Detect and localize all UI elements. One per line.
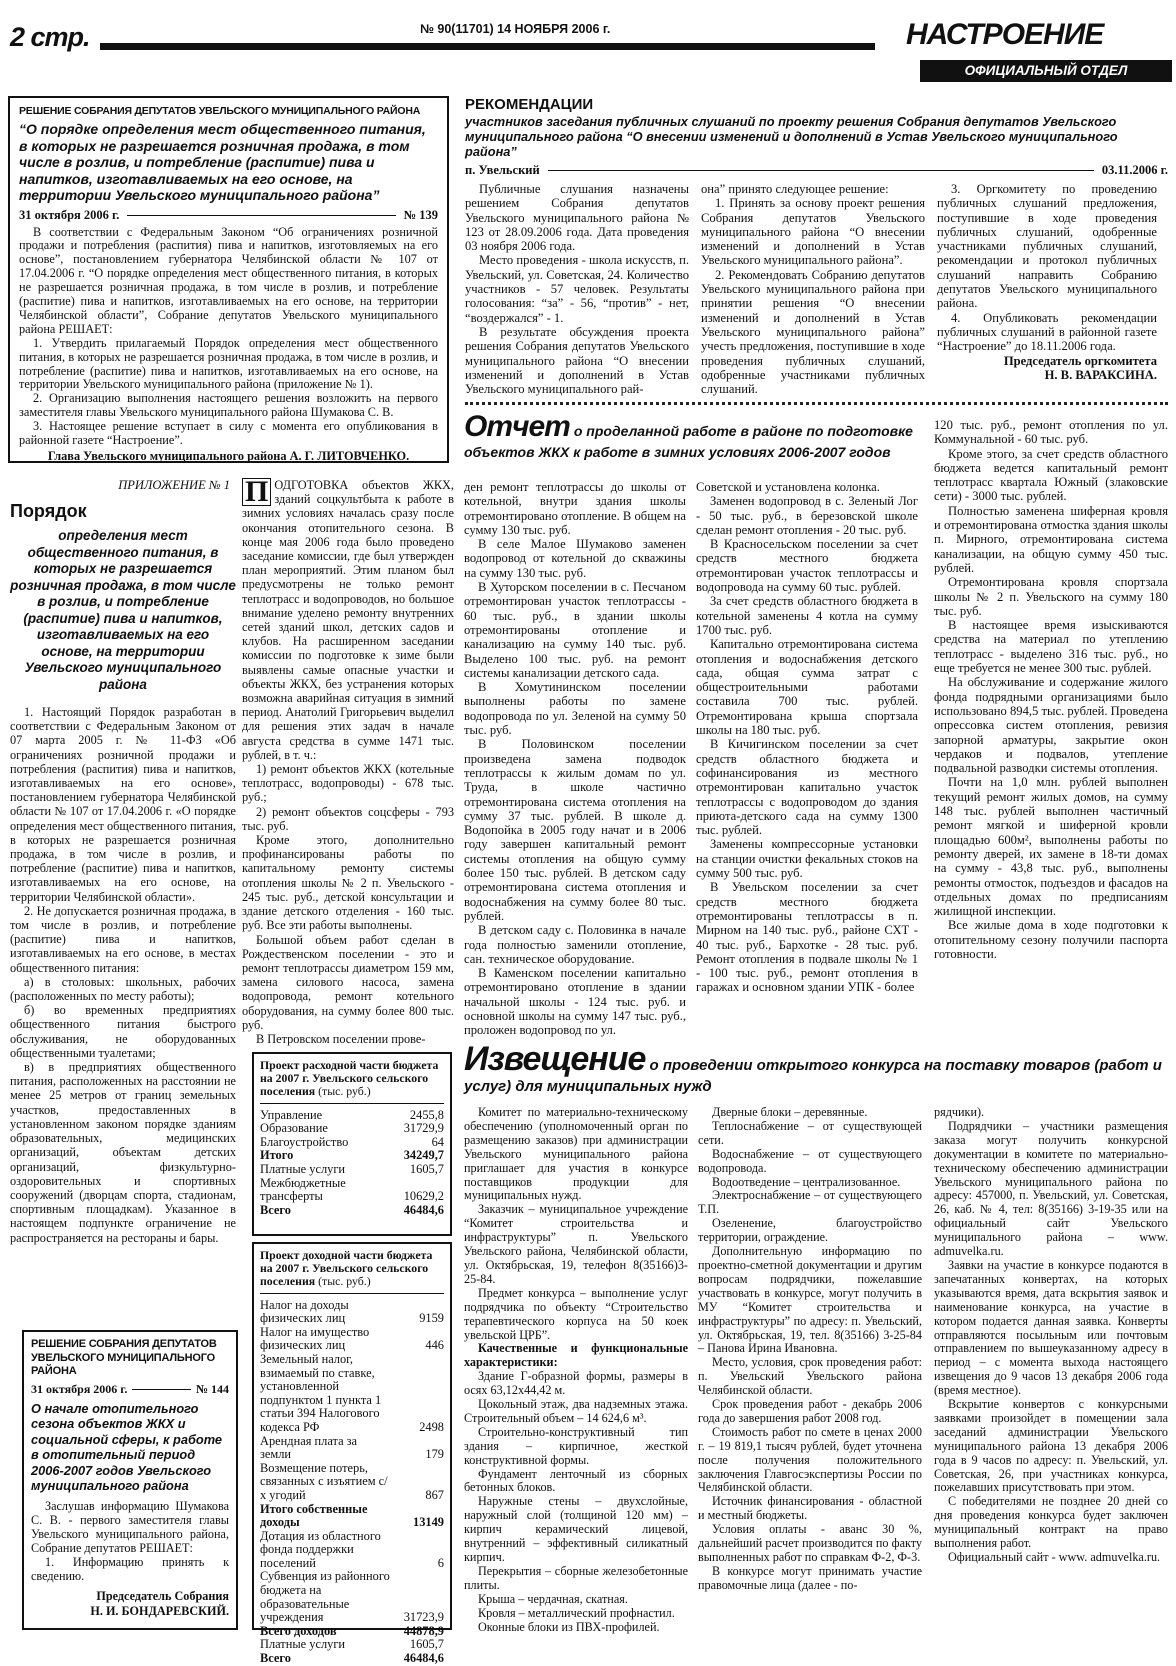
table-title xyxy=(260,1249,444,1289)
row-value: 9159 xyxy=(419,1311,444,1326)
table-row xyxy=(260,1625,444,1639)
paragraph: В конкурсе могут принимать участие правомочные лица (далее - по- xyxy=(698,1563,922,1592)
paragraph: Почти на 1,0 млн. рублей выполнен текущий ремонт жилых домов, на сумму 148 тыс. рублей выполнен частичный ремонт мягкой и шиферной кровли площадью 600м², выполнены работы по ремонту дверей, их замене в 18-ти домах на сумму - 43,8 тыс. руб., выполнены ремонты отмосток, подъездов и фасадов на отдельных домах по предписаниям жилищной инспекции. xyxy=(934,775,1168,919)
row-value: 34249,7 xyxy=(403,1148,444,1163)
table-row xyxy=(260,1570,444,1624)
paragraph: Официальный сайт - www. admuvelka.ru. xyxy=(948,1550,1161,1564)
paragraph: Кровля – металлический профнастил. xyxy=(478,1605,675,1620)
paragraph: она” принято следующее решение: xyxy=(701,182,889,196)
paragraph: Заменены компрессорные установки на станции очистки фекальных стоков на сумму 500 тыс. руб. xyxy=(696,837,918,881)
row-label: Налог на имущество физических лиц xyxy=(260,1324,370,1353)
paragraph: 2. Не допускается розничная продажа, в том числе в розлив, и потребление (распитие) пива и напитков, изготавливаемых на его основе, в местах общественного питания: xyxy=(10,903,236,975)
paragraph-text: ОДГОТОВКА объектов ЖКХ, зданий соцкультбыта к работе в зимних условиях началась сразу после окончания отопительного сезона. В конце мая 2006 года было проведено заседание комиссии, где был утвержден план мероприятий. Этим планом был предусмотрены не только ремонт теплотрасс и водопроводов, но большое внимание уделено ремонту внутренних сетей зданий школ, детских садов и клубов. На расширенном заседании комиссии по подготовке к зиме были выявлены самые опасные участки и объекты ЖКХ, без устранения которых возможна аварийная ситуация в зимний период. Анатолий Григорьевич выделил для решения этих задач в начале августа средства в сумме 1471 тыс. рублей, в т. ч.: xyxy=(242,478,454,762)
table-row xyxy=(260,1503,444,1530)
row-value: 179 xyxy=(425,1447,444,1462)
dateline-rule xyxy=(132,1389,191,1390)
table-row xyxy=(260,1163,444,1177)
row-label: Благоустройство xyxy=(260,1134,349,1149)
row-label: Межбюджетные трансферты xyxy=(260,1175,346,1204)
paragraph: 120 тыс. руб., ремонт отопления по ул. Коммунальной - 60 тыс. руб. xyxy=(934,418,1168,447)
row-label: Итого собственные доходы xyxy=(260,1501,368,1530)
appendix-label: ПРИЛОЖЕНИЕ № 1 xyxy=(118,478,230,492)
table-row xyxy=(260,1435,444,1462)
table-row xyxy=(260,1136,444,1150)
paragraph: Водоотведение – централизованное. xyxy=(712,1174,901,1189)
preparation-body xyxy=(242,475,454,1046)
paragraph: Озеленение, благоустройство территории, ограждение. xyxy=(698,1216,922,1245)
table-unit: (тыс. руб.) xyxy=(318,1274,371,1289)
decision-body xyxy=(19,226,438,449)
paragraph: Советской и установлена колонка. xyxy=(696,480,880,494)
paragraph: Перекрытия – сборные железобетонные плиты. xyxy=(464,1563,688,1592)
paragraph: 1. Настоящий Порядок разработан в соответствии с Федеральным Законом от 07 марта 2005 г. № 11-ФЗ «Об ограничениях розничной продажи и потребления (распития) пива и напитков, изготавливаемых на его основе», постановлением губернатора Челябинской области № 107 от 17.04.2006 г. «О порядке определения мест общественного питания, в которых не разрешается розничная продажа, в том числе в розлив, и потребление (распитие) пива и напитков, изготавливаемых на его основе, на территории Челябинской области». xyxy=(10,705,236,904)
signature-name: Н. В. ВАРАКСИНА. xyxy=(1044,367,1157,382)
paragraph: 3. Настоящее решение вступает в силу с момента его опубликования в районной газете “Настроение”. xyxy=(19,419,438,448)
paragraph: В соответствии с Федеральным Законом “Об ограничениях розничной продажи и потребления (распития) пива и напитков, изготовляемых на его основе”, постановлением губернатора Челябинской области № 107 от 17.04.2006 г. “О порядке определения мест общественного питания, в которых не разрешается розничная продажа, в том числе в розлив, и потребление (распитие) пива и напитков, изготавливаемых на его основе, на территории Челябинской области”, Собрание депутатов Увельского муниципального района РЕШАЕТ: xyxy=(19,224,438,336)
row-value: 46484,6 xyxy=(403,1202,444,1217)
report-title: Отчет xyxy=(464,410,570,443)
paragraph: Дверные блоки – деревянные. xyxy=(712,1105,868,1119)
decision-dateline xyxy=(31,1382,229,1397)
decision-139-box xyxy=(8,96,449,463)
paragraph: Капитально отремонтирована система отопления и водоснабжения детского сада, общая сумма затрат с общестроительными работами составила 700 тыс. рублей. Отремонтирована крыша спортзала школы на 180 тыс. руб. xyxy=(696,637,918,738)
masthead xyxy=(0,0,1176,86)
row-label: Управление xyxy=(260,1107,323,1122)
paragraph: в) в предприятиях общественного питания, расположенных на расстоянии не менее 25 метров от границ земельных участков, предоставленных в установленном законом порядке зданиям образовательных, медицинских организаций, объектам детских организаций, физкультурно-оздоровительных и спортивных сооружений (дворцам спорта, стадионам, спортивным площадкам). Указанное в настоящем подпункте ограничение не распространяется на рестораны и бары. xyxy=(10,1060,236,1245)
table-row xyxy=(260,1122,444,1136)
paragraph: Вскрытие конвертов с конкурсными заявками произойдет в помещении зала заседаний администрации Увельского муниципального района 13 декабря 2006 года в 9 часов по адресу: п. Увельский, ул. Советская, 26, при участниках конкурса, пожелавших присутствовать при этом. xyxy=(934,1397,1168,1495)
row-value: 446 xyxy=(425,1338,444,1353)
decision-kicker: РЕШЕНИЕ СОБРАНИЯ ДЕПУТАТОВ УВЕЛЬСКОГО МУНИЦИПАЛЬНОГО РАЙОНА xyxy=(31,1338,217,1377)
recommendations-date: 03.11.2006 г. xyxy=(1101,163,1168,177)
paragraph: Оконные блоки из ПВХ-профилей. xyxy=(478,1619,660,1634)
notice-title: Извещение xyxy=(464,1040,646,1078)
paragraph: В Кичигинском поселении за счет средств областного бюджета и софинансирования из местного отремонтирован капитально участок теплотрассы с водопроводом до здания приюта-детского сада на сумму 1300 тыс. рублей. xyxy=(696,737,918,838)
paragraph: 2. Рекомендовать Собранию депутатов Увельского муниципального района при принятии решения “О внесении изменений и дополнений в Устав Увельского муниципального района” учесть предложения, поступившие в ходе проведения публичных слушаний, одобренные участниками публичных слушаний. xyxy=(701,267,925,397)
recommendations-subtitle: участников заседания публичных слушаний по проекту решения Собрания депутатов Увельского муниципального района “О внесении изменений и дополнений в Устав Увельского муниципального района” xyxy=(465,114,1118,159)
recommendations-title: РЕКОМЕНДАЦИИ xyxy=(465,96,594,113)
report-section xyxy=(464,410,1170,1040)
paragraph: В результате обсуждения проекта решения Собрания депутатов Увельского муниципального района “О внесении изменений и дополнений в Устав Увельского муниципального рай- xyxy=(465,324,689,397)
row-label: Всего xyxy=(260,1202,291,1217)
column xyxy=(465,182,689,396)
paragraph: ден ремонт теплотрассы до школы от котельной, внутри здания школы отремонтировано отопление. В общем на сумму 130 тыс. руб. xyxy=(464,480,686,537)
table-row xyxy=(260,1462,444,1503)
signature-name: Н. И. БОНДАРЕВСКИЙ. xyxy=(90,1603,229,1618)
paragraph: Подрядчики – участники размещения заказа могут получить конкурсной документации в комитете по материально-техническому обеспечению администрации Увельского муниципального района по адресу: 457000, п. Увельский, ул. Советская, 26, каб. № 4, тел: 8(35166) 3-19-35 или на официальный сайт Увельского муниципального района – www. admuvelka.ru. xyxy=(934,1118,1168,1259)
row-value: 13149 xyxy=(413,1515,444,1530)
decision-title: О начале отопительного сезона объектов ЖКХ и социальной сферы, к работе в отопительный период 2006-2007 годов Увельского муниципального района xyxy=(31,1400,223,1493)
paragraph: С победителями не позднее 20 дней со дня проведения конкурса будет заключен муниципальный контракт на право выполнения работ. xyxy=(934,1494,1168,1551)
notice-column-2 xyxy=(698,1106,922,1636)
paragraph: В Половинском поселении произведена замена подводок теплотрассы к жилым домам по ул. Труда, в школе частично отремонтирована система отопления на сумму 37 тыс. рублей. В школе д. Водопойка в 2005 году начат и в 2006 году завершен капитальный ремонт системы отопления на общую сумму более 150 тыс. рублей. В детском саду отремонтирована система отопления и водоснабжения на сумму более 80 тыс. рублей. xyxy=(464,737,686,923)
paragraph: 1. Утвердить прилагаемый Порядок определения мест общественного питания, в которых не разрешается розничная продажа, в том числе в розлив, и потребление (распитие) пива и напитков, изготавливаемых на его основе, на территории Увельского муниципального района (приложение № 1). xyxy=(19,335,438,392)
table-row xyxy=(260,1353,444,1435)
row-value: 44878,9 xyxy=(403,1623,444,1638)
paragraph: Кроме этого, за счет средств областного бюджета ведется капитальный ремонт теплотрасс квартала Южный (злаковские сети) - 3000 тыс. рублей. xyxy=(934,446,1168,504)
paragraph: Заявки на участие в конкурсе подаются в запечатанных конвертах, на которых указываются время, дата вскрытия заявок и наименование конкурса, на участие в котором подается данная заявка. Конверты отправляются посыльным или почтовым отправлением по вышеуказанному адресу в период – с момента выхода настоящего извещения до 9 часов 13 декабря 2006 года (время местное). xyxy=(934,1257,1168,1398)
decision-number: № 139 xyxy=(403,207,438,222)
paragraph: Здание Г-образной формы, размеры в осях 63,12х44,42 м. xyxy=(464,1369,688,1398)
paragraph: Фундамент ленточный из сборных бетонных блоков. xyxy=(464,1466,688,1495)
paragraph: Место проведения - школа искусств, п. Увельский, ул. Советская, 24. Количество участников - 57 человек. Результаты голосования: “за” - 56, “против” - нет, “воздержался” - 1. xyxy=(465,253,689,325)
paragraph: Публичные слушания назначены решением Собрания депутатов Увельского муниципального района № 123 от 28.09.2006 года. Дата проведения 03 ноября 2006 года. xyxy=(465,182,689,254)
paragraph: На обслуживание и содержание жилого фонда подрядными организациями было использовано 894,5 тыс. рублей. Проведена опрессовка систем отопления, ревизия запорной арматуры, закрытие окон чердаков и подвалов, утепление подвальной разводки системы отопления. xyxy=(934,675,1168,776)
table-divider xyxy=(260,1103,444,1104)
recommendations-dateline xyxy=(465,163,1168,178)
paragraph: Условия оплаты - аванс 30 %, дальнейший расчет производится по факту выполненных работ по справкам Ф-2, Ф-3. xyxy=(698,1522,922,1564)
row-value: 1605,7 xyxy=(409,1161,444,1176)
table-title-text: Проект доходной части бюджета на 2007 г. Увельского сельского поселения xyxy=(260,1248,433,1289)
row-label: Всего доходов xyxy=(260,1623,337,1638)
paragraph: Стоимость работ по смете в ценах 2000 г. – 19 819,1 тысяч рублей, будет уточнена после получения положительного заключения Главгосэкспертизы России по Челябинской области. xyxy=(698,1424,922,1495)
paragraph: Все жилые дома в ходе подготовки к отопительному сезону получили паспорта готовности. xyxy=(934,918,1168,961)
decision-body xyxy=(31,1499,229,1583)
column xyxy=(701,182,925,396)
paragraph: Комитет по материально-техническому обеспечению (уполномоченный орган по размещению заказов) при администрации Увельского муниципального района приглашает для участия в конкурсе поставщиков продукции для муниципальных нужд. xyxy=(464,1105,688,1203)
paragraph: рядчики). xyxy=(934,1105,985,1119)
report-column-1 xyxy=(464,480,686,1040)
paragraph: Заказчик – муниципальное учреждение “Комитет строительства и инфраструктуры” п. Увельского Увельского района, Челябинской области, ул. Октябрьская, 19, телефон 8(35166)3-25-84. xyxy=(464,1202,688,1286)
table-row xyxy=(260,1177,444,1204)
paragraph: Теплоснабжение – от существующей сети. xyxy=(698,1118,922,1147)
row-value: 31729,9 xyxy=(403,1121,444,1136)
paragraph: В селе Малое Шумаково заменен водопровод от котельной до скважины на сумму 130 тыс. руб. xyxy=(464,537,686,580)
table-row xyxy=(260,1326,444,1353)
paragraph: Цокольный этаж, два надземных этажа. Строительный объем – 14 624,6 м³. xyxy=(464,1397,688,1425)
decision-kicker: РЕШЕНИЕ СОБРАНИЯ ДЕПУТАТОВ УВЕЛЬСКОГО МУНИЦИПАЛЬНОГО РАЙОНА xyxy=(19,105,421,117)
masthead-bar xyxy=(100,43,875,50)
page-number: 2 стр. xyxy=(10,22,90,52)
paragraph: Полностью заменена шиферная кровля и отремонтирована отмостка здания школы п. Мирного, отремонтирована система канализации, на общую сумму 450 тыс. рублей. xyxy=(934,503,1168,575)
decision-number: № 144 xyxy=(195,1381,229,1396)
budget-income-table xyxy=(252,1242,452,1666)
paragraph: 1) ремонт объектов ЖКХ (котельные теплотрасс, водопроводы) - 678 тыс. руб.; xyxy=(242,762,454,805)
row-value: 46484,6 xyxy=(403,1651,444,1666)
recommendations-place: п. Увельский xyxy=(465,163,540,177)
row-label: Возмещение потерь, связанных с изъятием с/х угодий xyxy=(260,1460,388,1502)
paragraph: За счет средств областного бюджета в котельной заменены 4 котла на сумму 1700 тыс. руб. xyxy=(696,594,918,637)
report-column-3 xyxy=(934,418,1168,1040)
appendix-subtitle: определения мест общественного питания, в которых не разрешается розничная продажа, в том числе в розлив, и потребление (распитие) пива и напитков, изготавливаемых на его основе, на территории Увельского муниципального района xyxy=(10,528,236,692)
table-row xyxy=(260,1652,444,1666)
table-row xyxy=(260,1109,444,1123)
row-value: 1605,7 xyxy=(409,1637,444,1652)
notice-subtitle: о проведении открытого конкурса на поставку товаров (работ и услуг) для муниципальных нужд xyxy=(464,1057,1162,1095)
paragraph: Строительно-конструктивный тип здания – кирпичное, жесткой конструктивной формы. xyxy=(464,1424,688,1467)
paragraph: Кроме этого, дополнительно профинансированы работы по капитальному ремонту системы отопления школы № 2 п. Увельского - 245 тыс. руб., детской консультации и здание детского отделения - 160 тыс. руб. Все эти работы выполнены. xyxy=(242,833,454,933)
dateline-rule xyxy=(127,215,395,216)
issue-info: № 90(11701) 14 НОЯБРЯ 2006 г. xyxy=(420,22,611,36)
row-label: Итого xyxy=(260,1148,294,1163)
paragraph: Наружные стены – двухслойные, наружный слой (толщиной 120 мм) – кирпич керамический лицевой, внутренний – эффективный силикатный кирпич. xyxy=(464,1494,688,1564)
row-value: 2498 xyxy=(419,1419,444,1434)
paragraph: Крыша – чердачная, скатная. xyxy=(478,1591,628,1606)
decision-signature: Глава Увельского муниципального района А. Г. ЛИТОВЧЕНКО. xyxy=(47,449,410,463)
decision-144-box xyxy=(22,1330,238,1630)
row-label: Субвенция из районного бюджета на образовательные учреждения xyxy=(260,1569,390,1625)
recommendations-columns xyxy=(465,182,1168,396)
paragraph: 1. Принять за основу проект решения Собрания депутатов Увельского муниципального района “О внесении изменений и дополнений в Устав Увельского муниципального района”. xyxy=(701,196,925,268)
paragraph: Источник финансирования - областной и местный бюджеты. xyxy=(698,1494,922,1523)
notice-column-1 xyxy=(464,1106,688,1636)
paragraph: В детском саду с. Половинка в начале года полностью заменили отопление, сан. техническое оборудование. xyxy=(464,923,686,966)
row-label: Арендная плата за земли xyxy=(260,1433,358,1462)
row-label: Образование xyxy=(260,1121,328,1136)
decision-title: “О порядке определения мест общественного питания, в которых не разрешается розничная продажа, в том числе в розлив, и потребление (распитие) пива и напитков, изготавливаемых на его основе, на территории Увельского муниципального района” xyxy=(19,121,426,203)
row-value: 2455,8 xyxy=(409,1107,444,1122)
paragraph: Срок проведения работ - декабрь 2006 года до завершения работ 2008 год. xyxy=(698,1397,922,1425)
table-title xyxy=(260,1059,444,1099)
row-value: 10629,2 xyxy=(403,1189,444,1204)
paragraph: б) во временных предприятиях общественного питания быстрого обслуживания, не оборудованных общественными туалетами; xyxy=(10,1003,236,1060)
row-value: 64 xyxy=(431,1134,444,1149)
paragraph: Заслушав информацию Шумакова С. В. - первого заместителя главы Увельского муниципального района, Собрание депутатов РЕШАЕТ: xyxy=(31,1498,229,1555)
table-body xyxy=(260,1109,444,1218)
row-value: 867 xyxy=(425,1487,444,1502)
appendix-body xyxy=(10,705,236,1245)
dateline-rule xyxy=(548,170,1094,171)
row-value: 31723,9 xyxy=(403,1610,444,1625)
paragraph: Электроснабжение – от существующего Т.П. xyxy=(698,1188,922,1217)
table-body xyxy=(260,1299,444,1666)
paragraph: В настоящее время изыскиваются средства на материал по утеплению теплотрасс - выделено 316 тыс. руб., но еще требуется не менее 300 тыс. рублей. xyxy=(934,618,1168,676)
notice-column-3 xyxy=(934,1106,1168,1636)
table-row xyxy=(260,1530,444,1571)
row-value: 6 xyxy=(437,1555,444,1570)
row-label: Налог на доходы физических лиц xyxy=(260,1297,349,1326)
decision-dateline xyxy=(19,208,438,223)
paragraph: Заменен водопровод в с. Зеленый Лог - 50 тыс. руб., в березовской школе сделан ремонт отопления - 20 тыс. руб. xyxy=(696,494,918,537)
table-unit: (тыс. руб.) xyxy=(318,1084,371,1099)
preparation-column xyxy=(242,475,454,1046)
row-label: Платные услуги xyxy=(260,1161,346,1176)
table-row xyxy=(260,1149,444,1163)
budget-expense-table xyxy=(252,1052,452,1236)
paragraph: 1. Информацию принять к сведению. xyxy=(31,1554,229,1583)
paragraph: 4. Опубликовать рекомендации публичных слушаний в районной газете “Настроение” до 18.11.2006 года. xyxy=(937,310,1157,354)
table-divider xyxy=(260,1293,444,1294)
paragraph: В Увельском поселении за счет средств местного бюджета отремонтированы теплотрассы в п. Мирном на 140 тыс. руб., районе СХТ - 40 тыс. руб., Бархотке - 28 тыс. руб. Ремонт отопления в подвале школы № 1 - 100 тыс. руб., ремонт отопления в гаражах и основном здании УПК - более xyxy=(696,880,918,995)
paragraph: 2. Организацию выполнения настоящего решения возложить на первого заместителя главы Увельского муниципального района Шумакова С. В. xyxy=(19,391,438,420)
paragraph: В Каменском поселении капитально отремонтировано отопление в здании начальной школы - 124 тыс. руб. и основной школы на сумму 147 тыс. руб., проложен водопровод по ул. xyxy=(464,966,686,1038)
signature-line: Председатель Собрания xyxy=(96,1588,229,1603)
table-row xyxy=(260,1299,444,1326)
recommendations-section xyxy=(465,96,1168,397)
appendix-title: Порядок xyxy=(10,501,87,521)
signature-line: Председатель оргкомитета xyxy=(1003,353,1157,368)
row-label: Платные услуги xyxy=(260,1637,346,1652)
column xyxy=(937,182,1157,396)
paragraph: Предмет конкурса – выполнение услуг подрядчика по объекту “Строительство терапевтического корпуса на 50 коек увельской ЦРБ”. xyxy=(464,1285,688,1342)
section-subtitle: ОФИЦИАЛЬНЫЙ ОТДЕЛ xyxy=(920,60,1172,82)
table-title-text: Проект расходной части бюджета на 2007 г. Увельского сельского поселения xyxy=(260,1058,439,1099)
appendix-section xyxy=(10,478,236,1290)
paragraph: В Хуторском поселении в с. Песчаном отремонтирован участок теплотрассы - 60 тыс. руб., в здании школы отремонтированы отопление и канализацию на сумму 140 тыс. руб. Выделено 100 тыс. руб. на ремонт системы канализации детского сада. xyxy=(464,580,686,680)
decision-date: 31 октября 2006 г. xyxy=(19,207,120,222)
paragraph: В Красносельском поселении за счет средств местного бюджета отремонтирован участок теплотрассы и водопровода на сумму 60 тыс. рублей. xyxy=(696,537,918,595)
paragraph xyxy=(242,475,454,762)
notice-section xyxy=(464,1040,1170,1636)
report-column-2 xyxy=(696,480,918,1040)
paragraph: а) в столовых: школьных, рабочих (расположенных по месту работы); xyxy=(10,974,236,1004)
report-subtitle: о проделанной работе в районе по подготовке объектов ЖКХ к работе в зимних условиях 2006-2007 годов xyxy=(464,423,913,460)
paragraph: В Хомутининском поселении выполнены работы по замене водопровода по ул. Зеленой на сумму 50 тыс. руб. xyxy=(464,680,686,738)
row-label: Дотация из областного фонда поддержки поселений xyxy=(260,1528,381,1570)
paragraph: 2) ремонт объектов соцсферы - 793 тыс. руб. xyxy=(242,804,454,833)
paragraph: Дополнительную информацию по проектно-сметной документации и другим вопросам подрядчики, пожелавшие участвовать в конкурсе, могут получить в МУ “Комитет строительства и инфраструктуры” по адресу: п. Увельский, ул. Октябрьская, 19, тел. 8(35166) 3-25-84 – Панова Ирина Ивановна. xyxy=(698,1244,922,1356)
decision-date: 31 октября 2006 г. xyxy=(31,1381,128,1396)
table-row xyxy=(260,1638,444,1652)
section-divider xyxy=(465,402,1168,408)
paragraph: В Петровском поселении прове- xyxy=(256,1031,426,1046)
paragraph: Качественные и функциональные характеристики: xyxy=(464,1341,688,1370)
notice-header xyxy=(464,1040,1170,1095)
table-row xyxy=(260,1204,444,1218)
section-logo: НАСТРОЕНИЕ xyxy=(906,18,1104,51)
report-header xyxy=(464,410,924,462)
row-label: Земельный налог, взимаемый по ставке, установленной подпунктом 1 пункта 1 статьи 394 Налогового кодекса РФ xyxy=(260,1351,382,1434)
paragraph: 3. Оргкомитету по проведению публичных слушаний предложения, поступившие в ходе проведения публичных слушаний, одобренные участниками публичных слушаний, рекомендации и протокол публичных слушаний направить Собранию депутатов Увельского муниципального района. xyxy=(937,182,1157,311)
drop-cap: П xyxy=(242,478,271,506)
paragraph: Отремонтирована кровля спортзала школы № 2 п. Увельского на сумму 180 тыс. руб. xyxy=(934,575,1168,618)
row-label: Всего xyxy=(260,1651,291,1666)
paragraph: Водоснабжение – от существующего водопровода. xyxy=(698,1146,922,1175)
paragraph: Место, условия, срок проведения работ: п. Увельский Увельского района Челябинской области. xyxy=(698,1355,922,1398)
paragraph: Большой объем работ сделан в Рождественском поселении - это и ремонт теплотрассы диаметром 159 мм, замена силового насоса, замена водопровода, ремонт котельного оборудования, на сумму более 800 тыс. руб. xyxy=(242,932,454,1032)
